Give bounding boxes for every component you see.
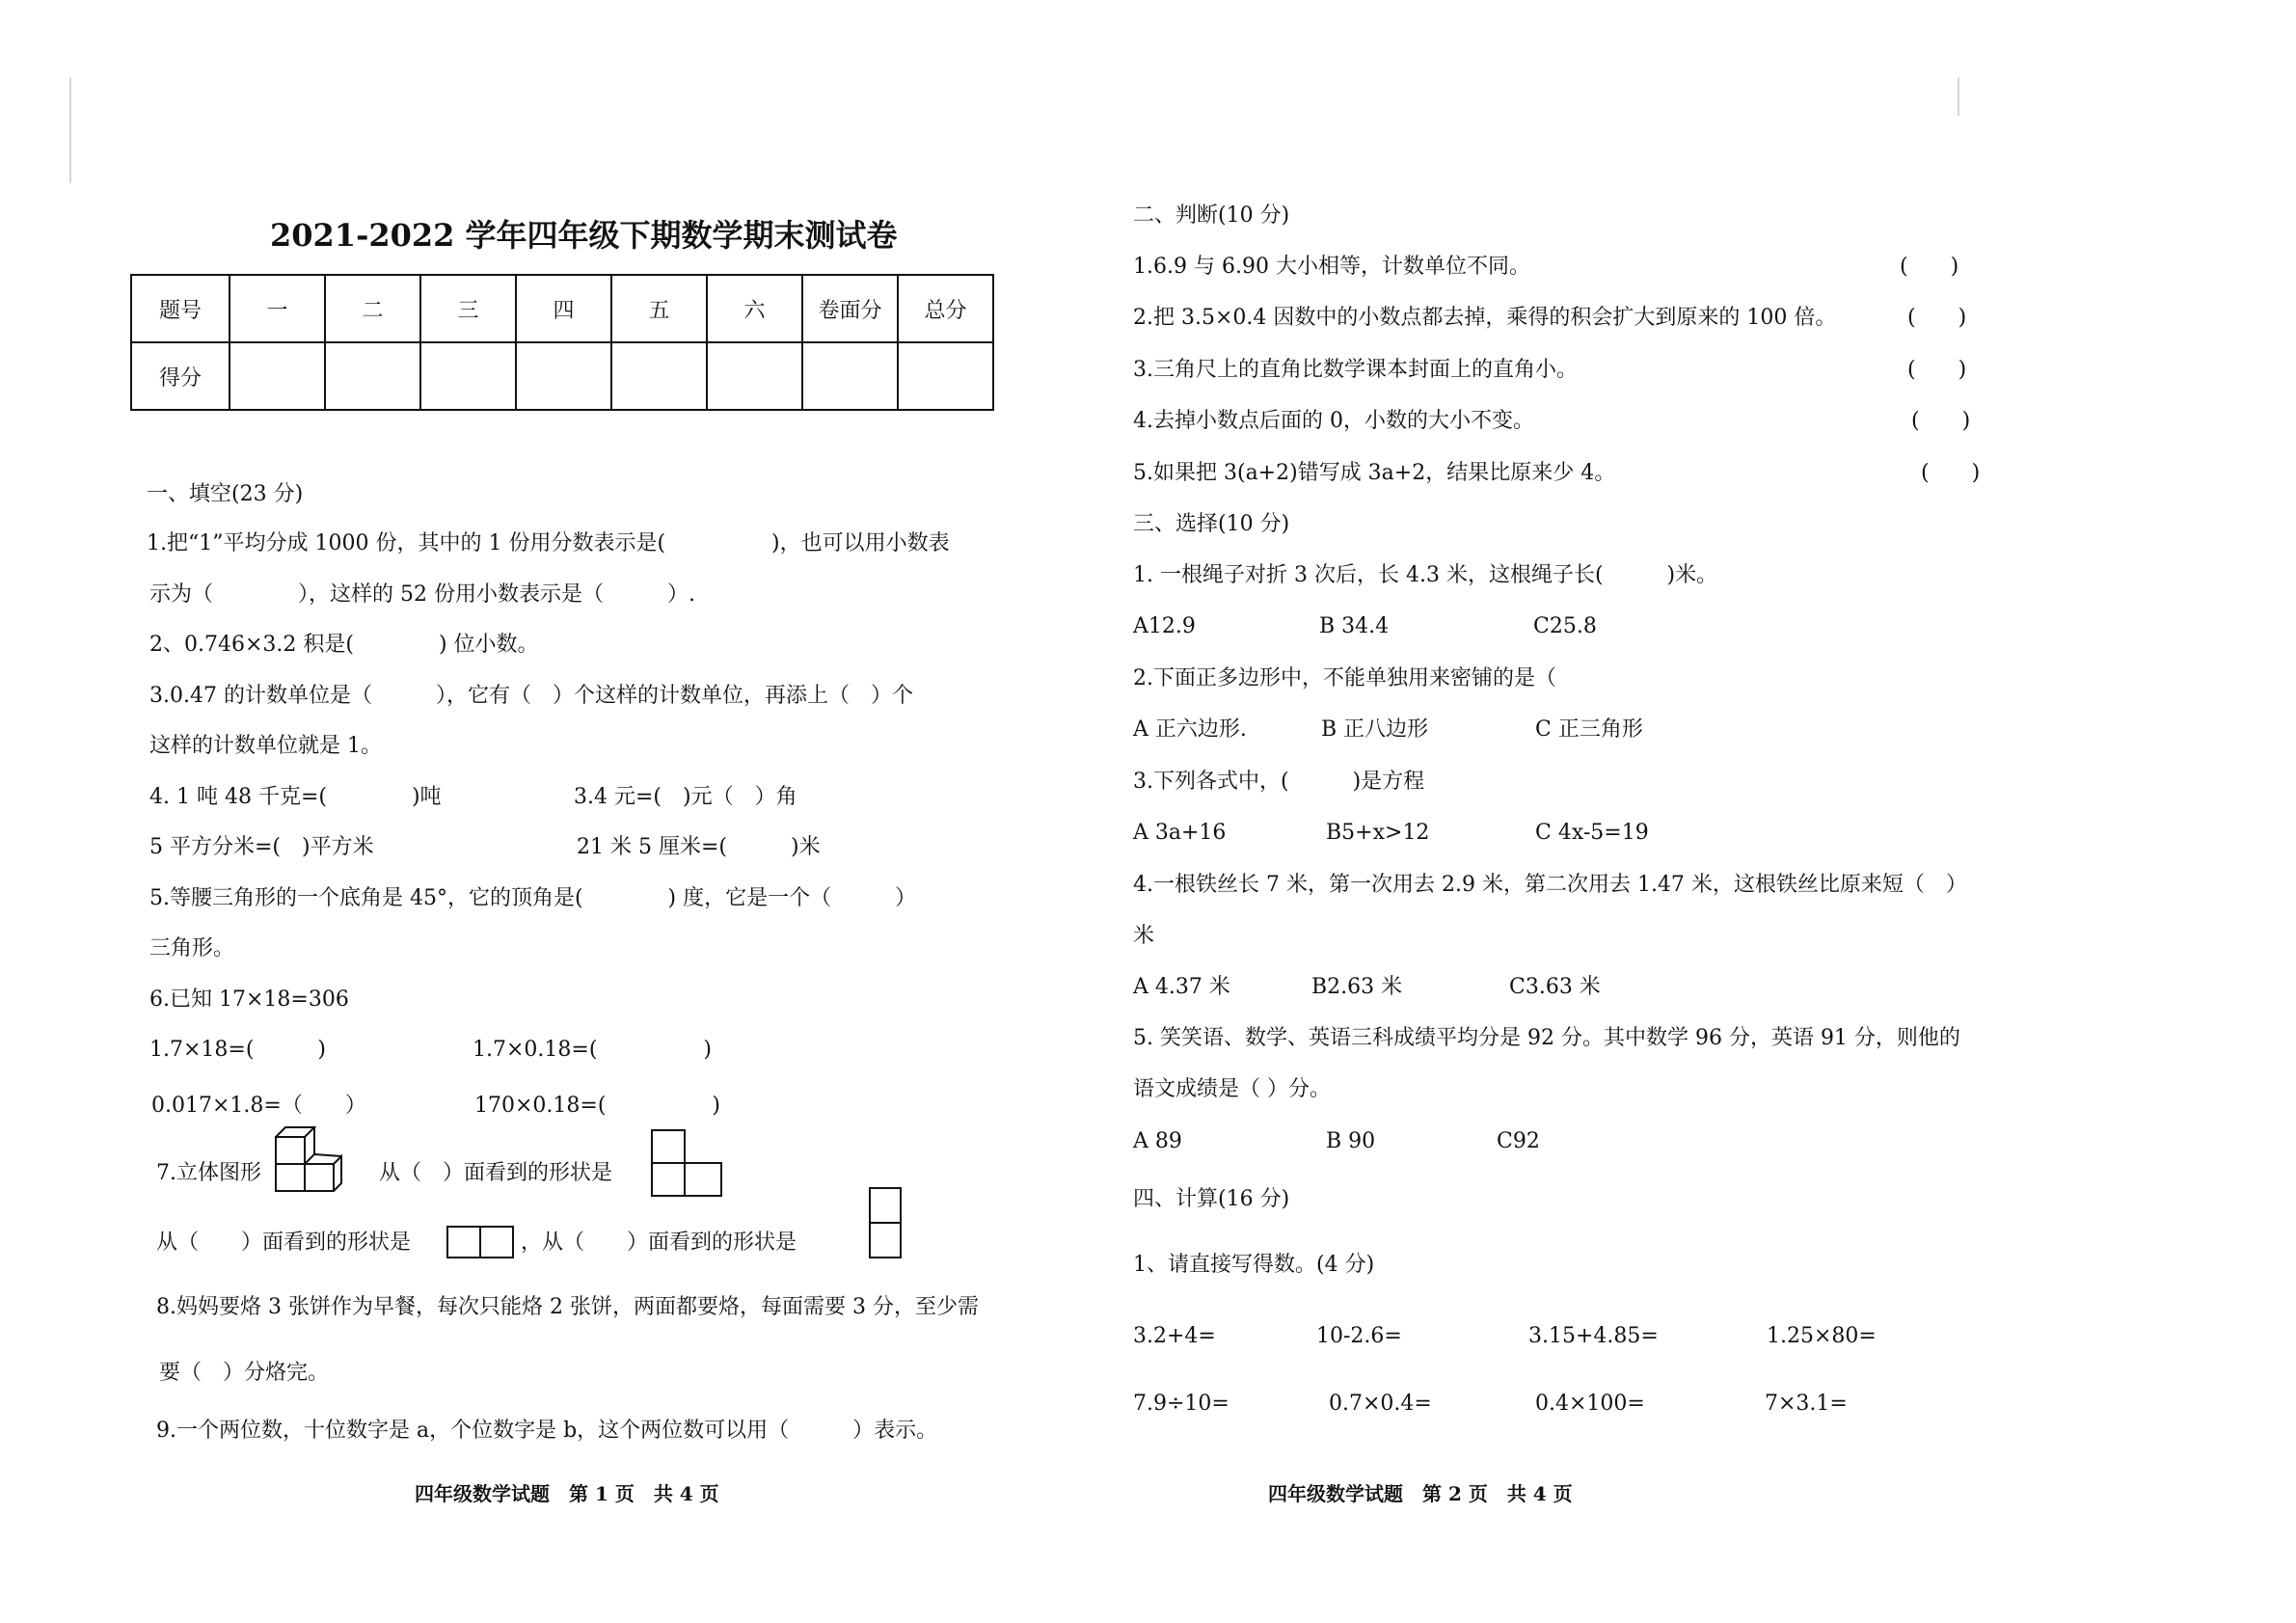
score-blank-cell[interactable]: [420, 342, 516, 410]
question-6-row-2-left: 0.017×1.8=（ ）: [151, 1094, 366, 1118]
section-3-title: 三、选择(10 分): [1133, 512, 1290, 536]
choice-4-option-a: A 4.37 米: [1133, 975, 1230, 999]
choice-5-option-b: B 90: [1326, 1129, 1376, 1153]
score-table-header-cell: 题号: [131, 275, 230, 342]
question-4-row-1-left: 4. 1 吨 48 千克=( )吨: [149, 785, 442, 809]
choice-5-line-2: 语文成绩是（ ）分。: [1133, 1077, 1331, 1101]
calc-item: 0.7×0.4=: [1329, 1392, 1432, 1416]
question-4-row-1-right: 3.4 元=( )元（ ）角: [574, 785, 797, 809]
calc-item: 10-2.6=: [1316, 1324, 1402, 1348]
score-table-score-row: [131, 342, 993, 410]
score-table-header-cell: 卷面分: [802, 275, 898, 342]
choice-2-option-c: C 正三角形: [1535, 717, 1643, 742]
question-8-line-1: 8.妈妈要烙 3 张饼作为早餐，每次只能烙 2 张饼，两面都要烙，每面需要 3 分，至少需: [156, 1295, 979, 1319]
question-9: 9.一个两位数，十位数字是 a，个位数字是 b，这个两位数可以用（ ）表示。: [156, 1419, 938, 1443]
question-6-row-1-right: 1.7×0.18=( ): [473, 1038, 713, 1062]
question-3-line-1: 3.0.47 的计数单位是（ ），它有（ ）个这样的计数单位，再添上（ ）个: [149, 684, 913, 708]
choice-4-option-b: B2.63 米: [1311, 975, 1403, 999]
calc-subtitle: 1、请直接写得数。(4 分): [1133, 1253, 1375, 1277]
judge-1-answer-paren[interactable]: ( ): [1900, 255, 1959, 279]
question-6-row-2-right: 170×0.18=( ): [474, 1094, 721, 1118]
judge-3-answer-paren[interactable]: ( ): [1907, 358, 1967, 382]
choice-3-option-b: B5+x>12: [1326, 821, 1430, 845]
judge-2-answer-paren[interactable]: ( ): [1907, 306, 1967, 330]
question-1-line-2: 示为（ ），这样的 52 份用小数表示是（ ）.: [149, 582, 695, 607]
choice-5-option-c: C92: [1497, 1129, 1540, 1153]
question-5-line-1: 5.等腰三角形的一个底角是 45°，它的顶角是( ) 度，它是一个（ ）: [149, 886, 917, 910]
exam-title: 2021-2022 学年四年级下期数学期末测试卷: [270, 217, 898, 254]
question-6: 6.已知 17×18=306: [149, 987, 349, 1012]
view-shape-horizontal-figure: [446, 1223, 517, 1261]
score-table-header-cell: 五: [611, 275, 707, 342]
score-blank-cell[interactable]: [707, 342, 802, 410]
score-blank-cell[interactable]: [516, 342, 611, 410]
question-4-row-2-right: 21 米 5 厘米=( )米: [577, 835, 821, 859]
question-5-line-2: 三角形。: [149, 936, 235, 960]
score-blank-cell[interactable]: [802, 342, 898, 410]
choice-3-option-a: A 3a+16: [1133, 821, 1227, 845]
score-table: [130, 274, 994, 411]
page-1-footer: 四年级数学试题 第 1 页 共 4 页: [415, 1482, 719, 1505]
calc-item: 1.25×80=: [1767, 1324, 1877, 1348]
score-table-header-row: [131, 275, 993, 342]
calc-item: 7.9÷10=: [1133, 1392, 1229, 1416]
judge-1: 1.6.9 与 6.90 大小相等，计数单位不同。: [1133, 255, 1530, 279]
choice-4-line-2: 米: [1133, 924, 1155, 948]
question-7-line-2-part-2: ，从（ ）面看到的形状是: [521, 1231, 797, 1255]
calc-item: 3.2+4=: [1133, 1324, 1216, 1348]
score-table-header-cell: 二: [325, 275, 420, 342]
choice-1: 1. 一根绳子对折 3 次后，长 4.3 米，这根绳子长( )米。: [1133, 563, 1718, 587]
judge-2: 2.把 3.5×0.4 因数中的小数点都去掉，乘得的积会扩大到原来的 100 倍。: [1133, 306, 1837, 330]
choice-1-option-a: A12.9: [1133, 614, 1196, 638]
question-2: 2、0.746×3.2 积是( ) 位小数。: [149, 633, 539, 657]
section-1-title: 一、填空(23 分): [147, 482, 304, 506]
calc-item: 0.4×100=: [1535, 1392, 1645, 1416]
choice-2: 2.下面正多边形中，不能单独用来密铺的是（: [1133, 666, 1556, 690]
choice-1-option-b: B 34.4: [1319, 614, 1390, 638]
score-table-header-cell: 总分: [898, 275, 993, 342]
view-shape-l-figure: [650, 1128, 725, 1200]
judge-5-answer-paren[interactable]: ( ): [1921, 461, 1981, 485]
choice-2-option-a: A 正六边形.: [1133, 717, 1247, 742]
calc-item: 7×3.1=: [1765, 1392, 1848, 1416]
question-7-line-1-part-2: 从（ ）面看到的形状是: [379, 1161, 613, 1185]
page-1: [0, 0, 1128, 1623]
question-4-row-2-left: 5 平方分米=( )平方米: [149, 835, 374, 859]
judge-5: 5.如果把 3(a+2)错写成 3a+2，结果比原来少 4。: [1133, 461, 1616, 485]
question-1-line-1: 1.把“1”平均分成 1000 份，其中的 1 份用分数表示是( )，也可以用小数表: [147, 531, 950, 555]
judge-4: 4.去掉小数点后面的 0，小数的大小不变。: [1133, 409, 1534, 433]
page-2: [1128, 0, 2296, 1623]
question-3-line-2: 这样的计数单位就是 1。: [149, 734, 382, 758]
choice-4-line-1: 4.一根铁丝长 7 米，第一次用去 2.9 米，第二次用去 1.47 米，这根铁丝比原来短（ ）: [1133, 873, 1967, 897]
choice-2-option-b: B 正八边形: [1321, 717, 1429, 742]
question-6-row-1-left: 1.7×18=( ): [149, 1038, 327, 1062]
score-row-label: 得分: [131, 342, 230, 410]
choice-3: 3.下列各式中，( )是方程: [1133, 770, 1425, 794]
calc-item: 3.15+4.85=: [1528, 1324, 1659, 1348]
score-table-header-cell: 一: [230, 275, 325, 342]
view-shape-vertical-figure: [866, 1186, 905, 1261]
score-table-header-cell: 三: [420, 275, 516, 342]
score-table-header-cell: 六: [707, 275, 802, 342]
question-8-line-2: 要（ ）分烙完。: [159, 1361, 330, 1385]
score-blank-cell[interactable]: [611, 342, 707, 410]
choice-5-line-1: 5. 笑笑语、数学、英语三科成绩平均分是 92 分。其中数学 96 分，英语 91 分，则他的: [1133, 1026, 1960, 1050]
score-blank-cell[interactable]: [898, 342, 993, 410]
question-7-line-2-part-1: 从（ ）面看到的形状是: [156, 1231, 412, 1255]
section-4-title: 四、计算(16 分): [1133, 1187, 1290, 1211]
cube-stack-figure: [274, 1123, 343, 1193]
choice-1-option-c: C25.8: [1533, 614, 1597, 638]
score-blank-cell[interactable]: [325, 342, 420, 410]
score-blank-cell[interactable]: [230, 342, 325, 410]
question-7-line-1-part-1: 7.立体图形: [156, 1161, 261, 1185]
choice-3-option-c: C 4x-5=19: [1535, 821, 1649, 845]
choice-4-option-c: C3.63 米: [1509, 975, 1601, 999]
judge-3: 3.三角尺上的直角比数学课本封面上的直角小。: [1133, 358, 1578, 382]
judge-4-answer-paren[interactable]: ( ): [1911, 409, 1971, 433]
choice-5-option-a: A 89: [1133, 1129, 1182, 1153]
page-2-footer: 四年级数学试题 第 2 页 共 4 页: [1268, 1482, 1573, 1505]
section-2-title: 二、判断(10 分): [1133, 203, 1290, 228]
score-table-header-cell: 四: [516, 275, 611, 342]
